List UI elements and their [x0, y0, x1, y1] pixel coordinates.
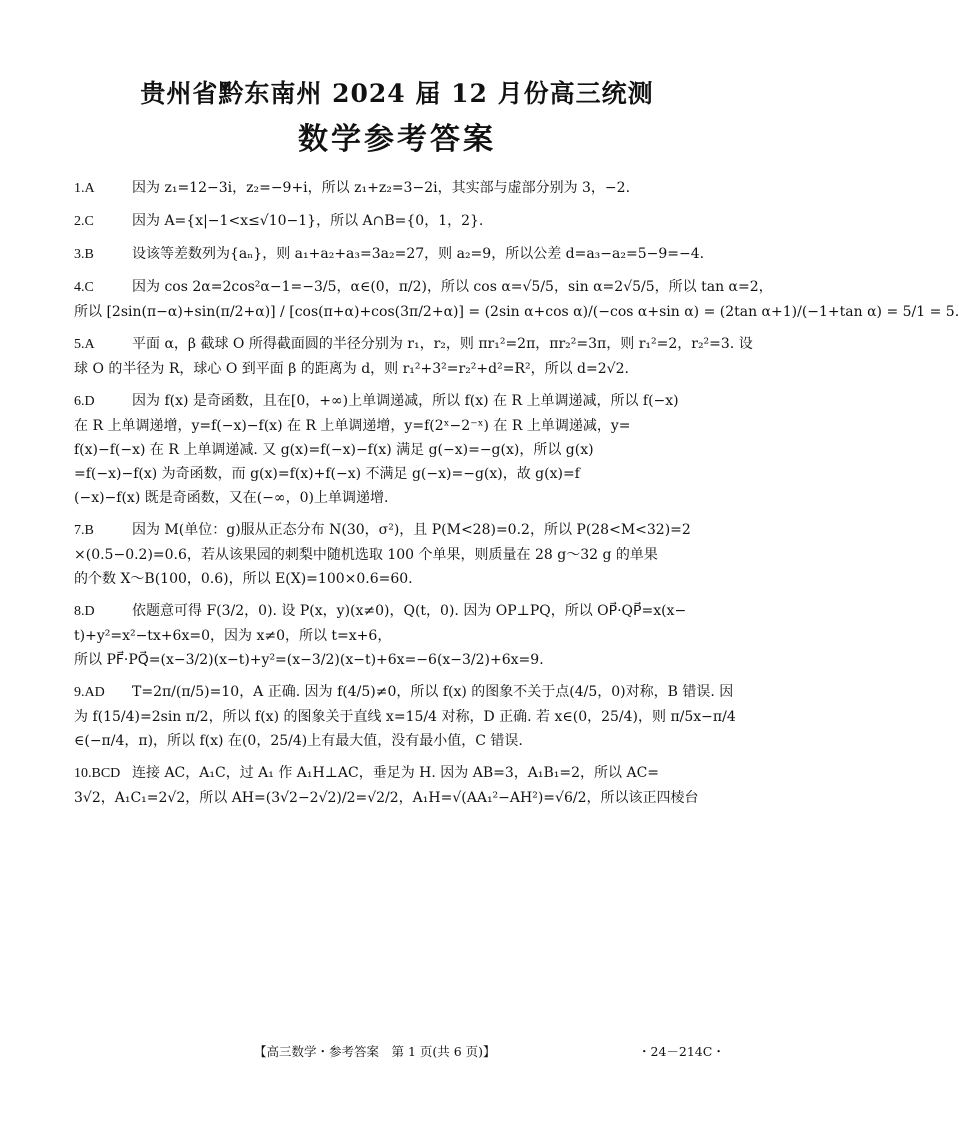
answer-text: 因为 f(x) 是奇函数，且在[0，+∞)上单调递减，所以 f(x) 在 R 上单调递减，所以 f(−x): [132, 393, 679, 409]
answer-item: [74, 761, 724, 810]
answer-text: f(x)−f(−x) 在 R 上单调递减. 又 g(x)=f(−x)−f(x) 满足 g(−x)=−g(x)，所以 g(x): [74, 442, 594, 458]
answer-item: [74, 176, 724, 201]
answer-item: [74, 209, 724, 234]
answer-line: [74, 786, 724, 810]
answer-line: [74, 462, 724, 486]
answer-text: 为 f(15/4)=2sin π/2，所以 f(x) 的图象关于直线 x=15/4 对称，D 正确. 若 x∈(0，25/4)，则 π/5x−π/4: [74, 709, 736, 725]
answer-number: 4.C: [74, 280, 94, 295]
answer-text: 因为 z₁=12−3i，z₂=−9+i，所以 z₁+z₂=3−2i，其实部与虚部分别为 3，−2.: [132, 180, 631, 196]
answer-line: [74, 680, 734, 705]
answer-number: 6.D: [74, 394, 95, 409]
answer-line: [74, 599, 724, 624]
answer-text: (−x)−f(x) 既是奇函数，又在(−∞，0)上单调递增.: [74, 490, 389, 506]
answer-text: ×(0.5−0.2)=0.6，若从该果园的刺梨中随机选取 100 个单果，则质量在 28 g～32 g 的单果: [74, 547, 658, 563]
footer-page-info: 【高三数学・参考答案 第 1 页(共 6 页)】: [254, 1044, 496, 1059]
answer-line: [74, 176, 724, 201]
answer-text: 平面 α，β 截球 O 所得截面圆的半径分别为 r₁，r₂，则 πr₁²=2π，πr₂²=3π，则 r₁²=2，r₂²=3. 设: [132, 336, 753, 352]
answer-text: 的个数 X～B(100，0.6)，所以 E(X)=100×0.6=60.: [74, 571, 413, 587]
answer-line: [74, 389, 724, 414]
answer-number: 9.AD: [74, 685, 105, 700]
answer-number: 10.BCD: [74, 766, 121, 781]
answer-text: 因为 M(单位：g)服从正态分布 N(30，σ²)，且 P(M<28)=0.2，所以 P(28<M<32)=2: [132, 522, 691, 538]
answer-line: [74, 567, 724, 591]
answer-line: [74, 648, 724, 672]
answer-number: 8.D: [74, 604, 95, 619]
answer-text: ∈(−π/4，π)，所以 f(x) 在(0，25/4)上有最大值，没有最小值，C 错误.: [74, 733, 523, 749]
answer-item: [74, 599, 724, 672]
page-subtitle: 数学参考答案: [298, 122, 496, 157]
answer-item: [74, 275, 959, 324]
answer-item: [74, 680, 736, 753]
answer-text: 连接 AC，A₁C，过 A₁ 作 A₁H⊥AC，垂足为 H. 因为 AB=3，A₁B₁=2，所以 AC=: [132, 765, 660, 781]
answer-text: 设该等差数列为{aₙ}，则 a₁+a₂+a₃=3a₂=27，则 a₂=9，所以公差 d=a₃−a₂=5−9=−4.: [132, 246, 705, 262]
answer-number: 1.A: [74, 181, 95, 196]
answer-text: 在 R 上单调递增，y=f(−x)−f(x) 在 R 上单调递增，y=f(2ˣ−2⁻ˣ) 在 R 上单调递减，y=: [74, 418, 631, 434]
answer-text: 3√2，A₁C₁=2√2，所以 AH=(3√2−2√2)/2=√2/2，A₁H=√(AA₁²−AH²)=√6/2，所以该正四棱台: [74, 790, 699, 806]
answer-line: [74, 300, 959, 324]
footer-code: ・24－214C・: [638, 1044, 725, 1059]
answer-text: 因为 cos 2α=2cos²α−1=−3/5，α∈(0，π/2)，所以 cos α=√5/5，sin α=2√5/5，所以 tan α=2，: [132, 279, 773, 295]
answers-list: [74, 176, 959, 818]
answer-text: 依题意可得 F(3/2，0). 设 P(x，y)(x≠0)，Q(t，0). 因为 OP⊥PQ，所以 OP⃗·QP⃗=x(x−: [132, 603, 687, 619]
answer-line: [74, 729, 724, 753]
answer-line: [74, 624, 724, 648]
answer-text: 所以 [2sin(π−α)+sin(π/2+α)] / [cos(π+α)+cos(3π/2+α)] = (2sin α+cos α)/(−cos α+sin α) = (2tan α+1)/(−1+tan α) = 5/1 = 5.: [74, 304, 959, 320]
answer-text: 球 O 的半径为 R，球心 O 到平面 β 的距离为 d，则 r₁²+3²=r₂²+d²=R²，所以 d=2√2.: [74, 361, 629, 377]
answer-line: [74, 705, 736, 729]
answer-text: 因为 A={x|−1<x≤√10−1}，所以 A∩B={0，1，2}.: [132, 213, 484, 229]
answer-item: [74, 389, 724, 510]
answer-text: 所以 PF⃗·PQ⃗=(x−3/2)(x−t)+y²=(x−3/2)(x−t)+6x=−6(x−3/2)+6x=9.: [74, 652, 544, 668]
answer-number: 5.A: [74, 337, 95, 352]
answer-line: [74, 486, 724, 510]
answer-item: [74, 518, 724, 591]
answer-line: [74, 438, 724, 462]
answer-number: 2.C: [74, 214, 94, 229]
answer-line: [74, 209, 724, 234]
answer-number: 7.B: [74, 523, 94, 538]
answer-item: [74, 332, 753, 381]
answer-item: [74, 242, 724, 267]
answer-line: [74, 543, 724, 567]
answer-text: T=2π/(π/5)=10，A 正确. 因为 f(4/5)≠0，所以 f(x) 的图象不关于点(4/5，0)对称，B 错误. 因: [132, 684, 734, 700]
answer-line: [74, 518, 724, 543]
page-title: 贵州省黔东南州 2024 届 12 月份高三统测: [140, 79, 654, 108]
answer-line: [74, 242, 724, 267]
answer-number: 3.B: [74, 247, 94, 262]
answer-text: t)+y²=x²−tx+6x=0，因为 x≠0，所以 t=x+6，: [74, 628, 392, 644]
answer-line: [74, 414, 724, 438]
answer-line: [74, 275, 773, 300]
answer-line: [74, 332, 753, 357]
answer-line: [74, 357, 724, 381]
answer-line: [74, 761, 724, 786]
answer-text: =f(−x)−f(x) 为奇函数，而 g(x)=f(x)+f(−x) 不满足 g(−x)=−g(x)，故 g(x)=f: [74, 466, 580, 482]
